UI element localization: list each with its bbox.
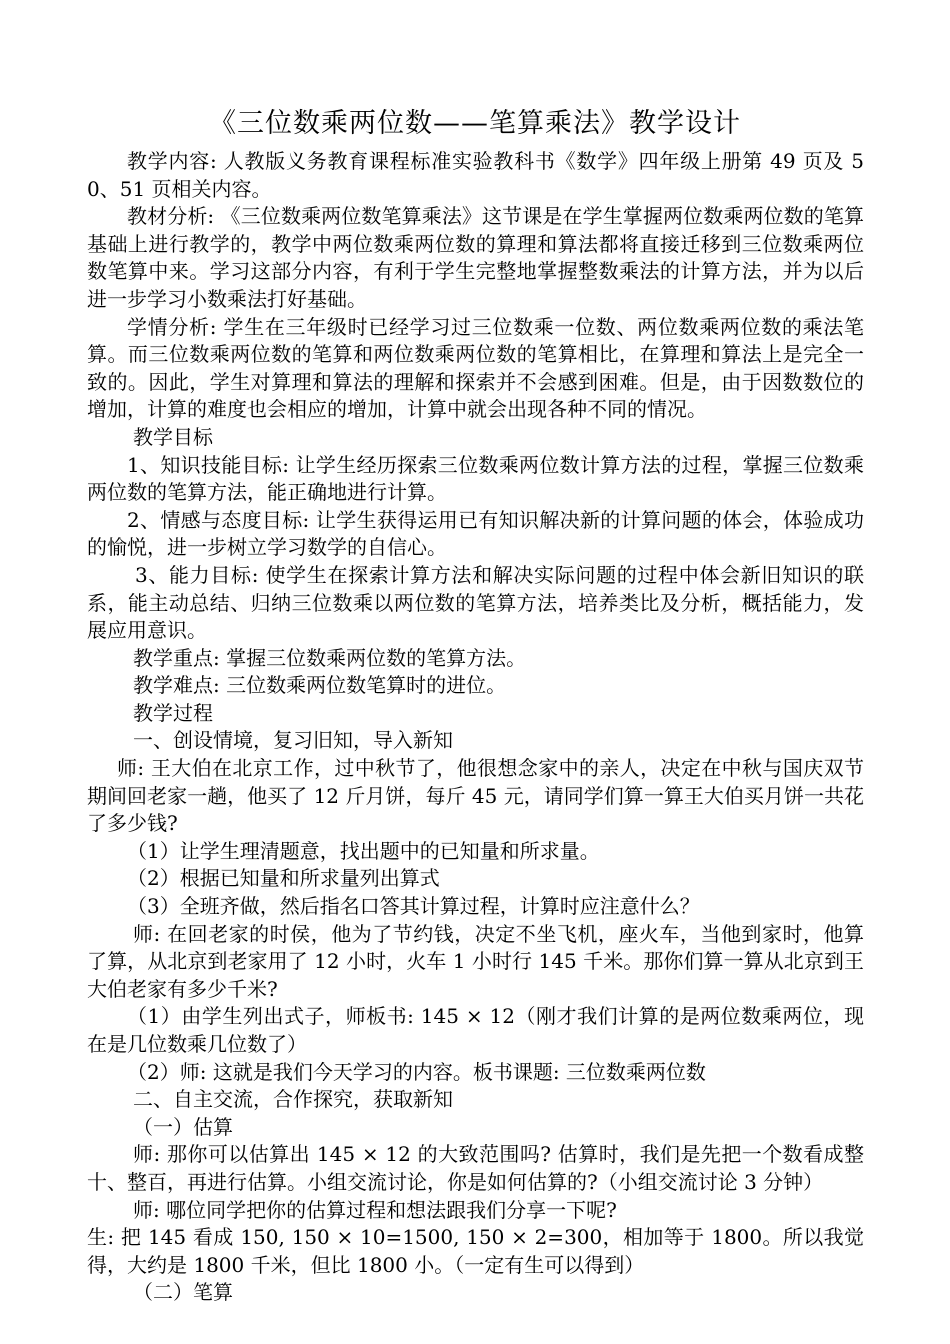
paragraph-textbook-analysis: 教材分析: 《三位数乘两位数笔算乘法》这节课是在学生掌握两位数乘两位数的笔算基础上进行教学的，教学中两位数乘两位数的算理和算法都将直接迁移到三位数乘两位数笔算中来。学习这部分内容，有利于学生完整地掌握整数乘法的计算方法，并为以后进一步学习小数乘法打好基础。	[87, 204, 864, 311]
paragraph-student-analysis: 学情分析: 学生在三年级时已经学习过三位数乘一位数、两位数乘两位数的乘法笔算。而三位数乘两位数的笔算和两位数乘两位数的笔算相比，在算理和算法上是完全一致的。因此，学生对算理和算法的理解和探索并不会感到困难。但是，由于因数数位的增加，计算的难度也会相应的增加，计算中就会出现各种不同的情况。	[87, 314, 864, 422]
paragraph-share-question: 师: 哪位同学把你的估算过程和想法跟我们分享一下呢?	[133, 1197, 617, 1222]
list-item-lesson-topic: （2）师: 这就是我们今天学习的内容。板书课题: 三位数乘两位数	[127, 1059, 706, 1084]
document-title: 《三位数乘两位数——笔算乘法》教学设计	[209, 108, 741, 139]
document-body	[87, 148, 864, 1307]
heading-estimation: （一）估算	[133, 1114, 233, 1139]
heading-section-two: 二、自主交流，合作探究，获取新知	[133, 1087, 453, 1112]
paragraph-key-point: 教学重点: 掌握三位数乘两位数的笔算方法。	[133, 645, 527, 670]
paragraph-goal-emotion: 2、情感与态度目标: 让学生获得运用已有知识解决新的计算问题的体会，体验成功的愉悦，进一步树立学习数学的自信心。	[87, 507, 864, 560]
paragraph-goal-ability: 3、能力目标: 使学生在探索计算方法和解决实际问题的过程中体会新旧知识的联系，能主动总结、归纳三位数乘以两位数的笔算方法，培养类比及分析，概括能力，发展应用意识。	[87, 562, 864, 643]
paragraph-student-answer: 生: 把 145 看成 150, 150 × 10=1500, 150 × 2=300，相加等于 1800。所以我觉得，大约是 1800 千米，但比 1800 小。（一定有生可以得到）	[87, 1225, 864, 1277]
paragraph-goal-knowledge: 1、知识技能目标: 让学生经历探索三位数乘两位数计算方法的过程，掌握三位数乘两位数的笔算方法，能正确地进行计算。	[87, 452, 864, 505]
heading-teaching-process: 教学过程	[133, 700, 213, 725]
list-item-step-1: （1）让学生理清题意，找出题中的已知量和所求量。	[127, 838, 600, 863]
list-item-step-3: （3）全班齐做，然后指名口答其计算过程，计算时应注意什么？	[127, 894, 700, 919]
paragraph-teacher-mooncake: 师: 王大伯在北京工作，过中秋节了，他很想念家中的亲人，决定在中秋与国庆双节期间回老家一趟，他买了 12 斤月饼，每斤 45 元，请同学们算一算王大伯买月饼一共花了多少钱?	[87, 756, 864, 836]
paragraph-estimation-question: 师: 那你可以估算出 145 × 12 的大致范围吗? 估算时，我们是先把一个数看成整十、整百，再进行估算。小组交流讨论，你是如何估算的?（小组交流讨论 3 分钟）	[87, 1142, 864, 1194]
list-item-step-2: （2）根据已知量和所求量列出算式	[127, 866, 440, 891]
paragraph-difficult-point: 教学难点: 三位数乘两位数笔算时的进位。	[133, 673, 507, 698]
paragraph-teaching-content: 教学内容: 人教版义务教育课程标准实验教科书《数学》四年级上册第 49 页及 50、51 页相关内容。	[87, 149, 864, 201]
heading-written-calculation: （二）笔算	[133, 1280, 233, 1305]
heading-teaching-goals: 教学目标	[133, 424, 213, 449]
heading-section-one: 一、创设情境，复习旧知，导入新知	[133, 728, 453, 753]
list-item-blackboard-expression: （1）由学生列出式子，师板书: 145 × 12（刚才我们计算的是两位数乘两位，现在是几位数乘几位数了）	[87, 1004, 864, 1056]
paragraph-teacher-train: 师: 在回老家的时侯，他为了节约钱，决定不坐飞机，座火车，当他到家时，他算了算，从北京到老家用了 12 小时，火车 1 小时行 145 千米。那你们算一算从北京到王大伯老家有多少千米?	[87, 921, 864, 1001]
